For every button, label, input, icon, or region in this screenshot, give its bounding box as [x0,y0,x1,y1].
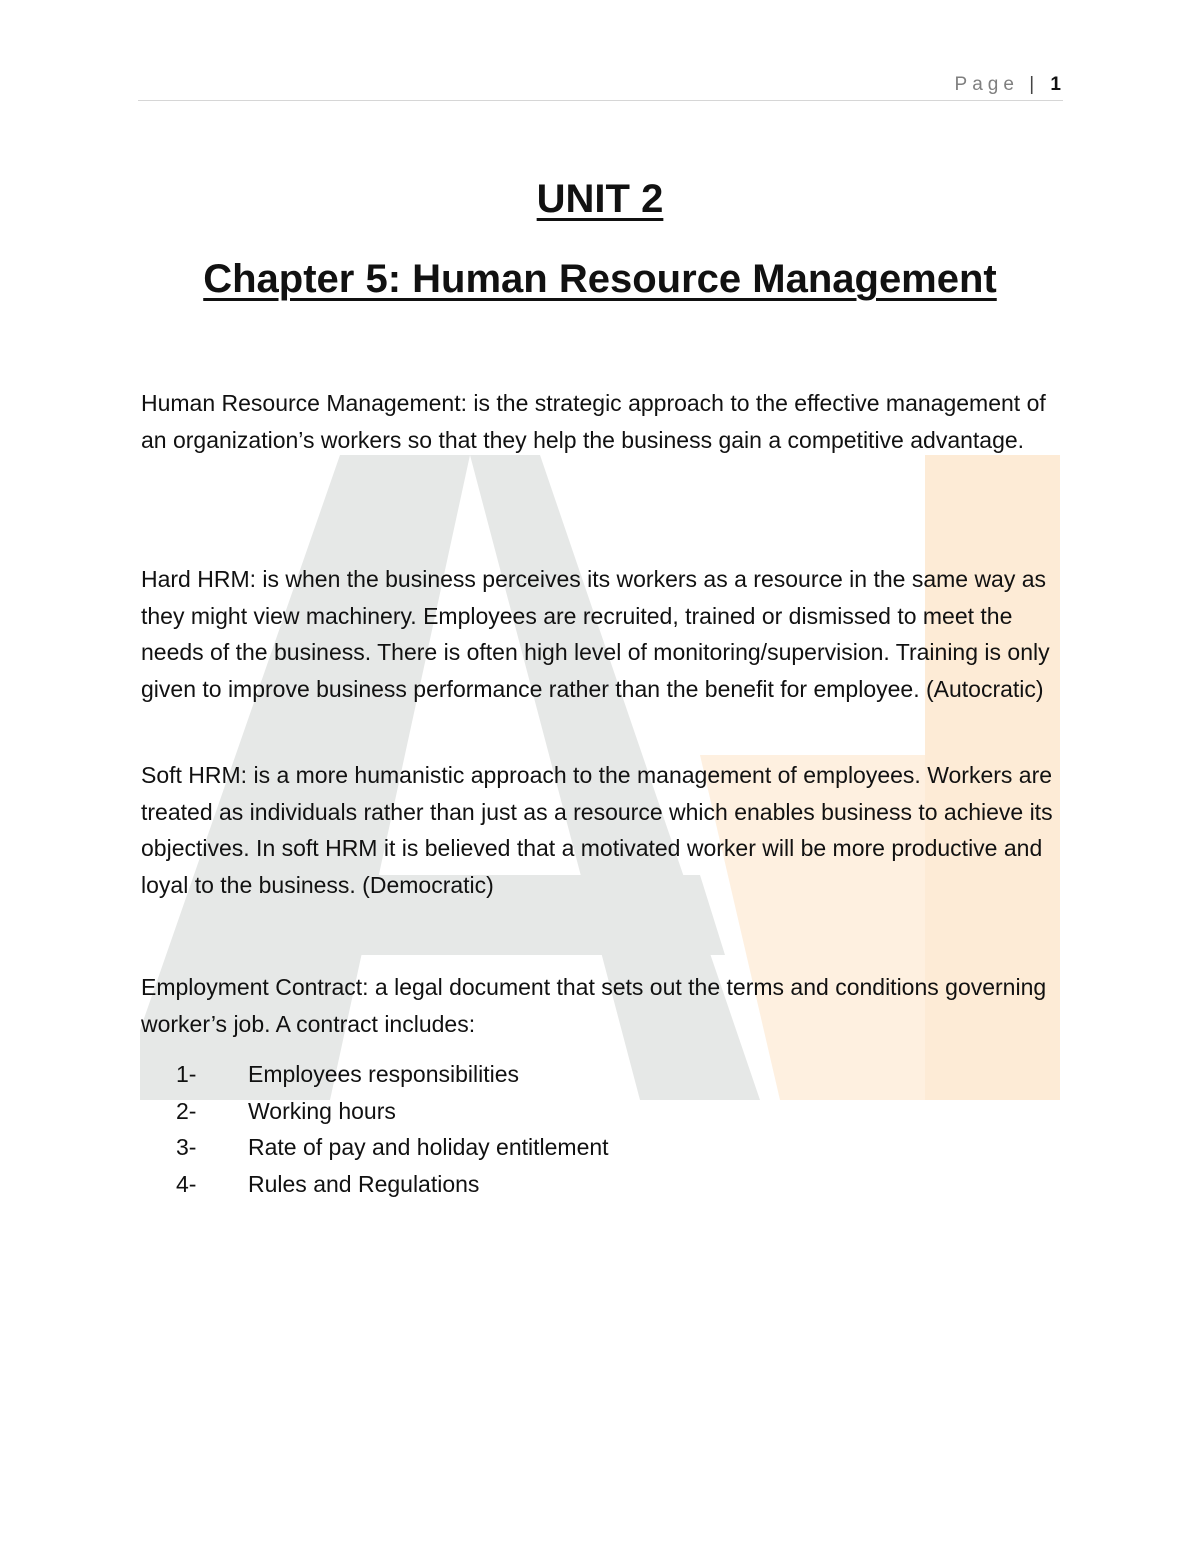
chapter-title: Chapter 5: Human Resource Management [203,257,997,302]
page-number-label [955,74,1061,96]
hard-hrm-definition: Hard HRM: is when the business perceives its workers as a resource in the same way as they might view machinery. Employees are recruited, trained or dismissed to meet the needs of the business. There is often high level of monitoring/supervision. Training is only given to improve business performance rather than the benefit for employee. (Autocratic) [141,566,1050,702]
list-item [176,1166,976,1203]
list-item-number: 3- [176,1134,197,1160]
employment-contract-definition: Employment Contract: a legal document that sets out the terms and conditions governing worker’s job. A contract includes: [141,974,1047,1037]
list-item [176,1056,976,1093]
page-number: 1 [1050,74,1061,95]
list-item [176,1129,976,1166]
unit-title: UNIT 2 [536,176,664,221]
hrm-definition: Human Resource Management: is the strategic approach to the effective management of an organization’s workers so that they help the business gain a competitive advantage. [141,390,1046,453]
list-item-number: 2- [176,1097,197,1124]
list-item [176,1093,976,1130]
page-separator: | [1029,74,1035,95]
soft-hrm-definition: Soft HRM: is a more humanistic approach to the management of employees. Workers are treated as individuals rather than just as a resource which enables business to achieve its objectives. In soft HRM it is believed that a motivated worker will be more productive and loyal to the business. (Democratic) [141,762,1053,898]
list-item-text: Rate of pay and holiday entitlement [248,1134,609,1160]
list-item-number: 1- [176,1061,197,1087]
contract-items-list [176,1056,976,1202]
list-item-text: Employees responsibilities [248,1061,520,1087]
page-label: Page [954,74,1019,95]
list-item-text: Rules and Regulations [248,1170,480,1197]
list-item-text: Working hours [248,1097,396,1124]
list-item-number: 4- [176,1170,197,1197]
page-header [138,74,1063,101]
